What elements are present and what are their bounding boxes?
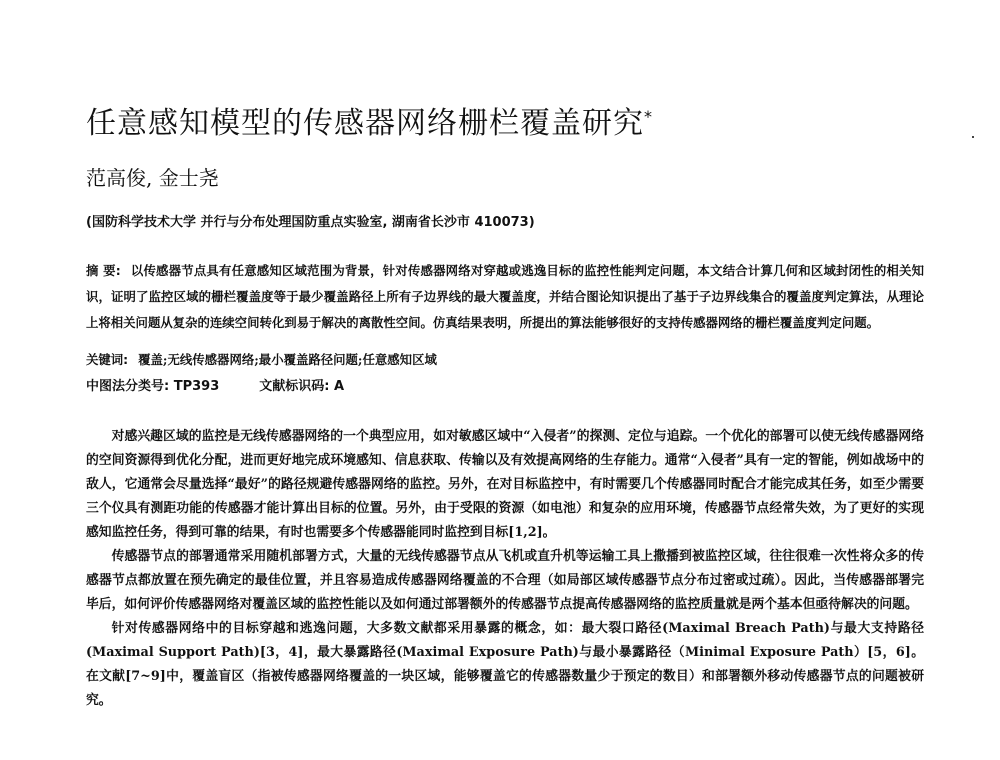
body-paragraph: 针对传感器网络中的目标穿越和逃逸问题，大多数文献都采用暴露的概念，如：最大裂口路径(Maximal Breach Path)与最大支持路径(Maximal Support Path)[3，4]，最大暴露路径(Maximal Exposure Path)与最小暴露路径（Minimal Exposure Path）[5，6]。在文献[7~9]中，覆盖盲区（指被传感器网络覆盖的一块区域，能够覆盖它的传感器数量少于预定的数目）和部署额外移动传感器节点的问题被研究。 — [86, 621, 924, 708]
keywords-label: 关键词: — [86, 352, 129, 367]
title-footnote-mark: * — [644, 107, 653, 126]
abstract-label: 摘 要: — [86, 263, 121, 278]
class-value: TP393 — [173, 379, 220, 394]
keywords-row — [86, 350, 437, 368]
paper-title — [86, 98, 946, 142]
body-paragraph: 传感器节点的部署通常采用随机部署方式，大量的无线传感器节点从飞机或直升机等运输工具上撒播到被监控区域，往往很难一次性将众多的传感器节点都放置在预先确定的最佳位置，并且容易造成传感器网络覆盖的不合理（如局部区域传感器节点分布过密或过疏）。因此，当传感器部署完毕后，如何评价传感器网络对覆盖区域的监控性能以及如何通过部署额外的传感器节点提高传感器网络的监控质量就是两个基本但亟待解决的问题。 — [86, 549, 924, 612]
abstract-text: 以传感器节点具有任意感知区域范围为背景，针对传感器网络对穿越或逃逸目标的监控性能判定问题，本文结合计算几何和区域封闭性的相关知识，证明了监控区域的栅栏覆盖度等于最少覆盖路径上所有子边界线的最大覆盖度，并结合图论知识提出了基于子边界线集合的覆盖度判定算法，从理论上将相关问题从复杂的连续空间转化到易于解决的离散性空间。仿真结果表明，所提出的算法能够很好的支持传感器网络的栅栏覆盖度判定问题。 — [86, 263, 924, 330]
paper-title-text: 任意感知模型的传感器网络栅栏覆盖研究 — [86, 106, 644, 141]
keywords-text: 覆盖;无线传感器网络;最小覆盖路径问题;任意感知区域 — [138, 352, 437, 367]
scan-speck — [972, 136, 974, 138]
paper-authors: 范高俊, 金士尧 — [86, 166, 219, 190]
body-paragraph: 对感兴趣区域的监控是无线传感器网络的一个典型应用，如对敏感区域中“入侵者”的探测、定位与追踪。一个优化的部署可以使无线传感器网络的空间资源得到优化分配，进而更好地完成环境感知、信息获取、传输以及有效提高网络的生存能力。通常“入侵者”具有一定的智能，例如战场中的敌人，它通常会尽量选择“最好”的路径规避传感器网络的监控。另外，在对目标监控中，有时需要几个传感器同时配合才能完成其任务，如至少需要三个仪具有测距功能的传感器才能计算出目标的位置。另外，由于受限的资源（如电池）和复杂的应用环境，传感器节点经常失效，为了更好的实现感知监控任务，得到可靠的结果，有时也需要多个传感器能同时监控到目标[1,2]。 — [86, 429, 924, 540]
body-text — [86, 425, 924, 713]
doc-code-label: 文献标识码: — [259, 379, 330, 394]
classification-row — [86, 375, 344, 394]
doc-code-value: A — [334, 379, 345, 394]
paper-affiliation: (国防科学技术大学 并行与分布处理国防重点实验室, 湖南省长沙市 410073) — [86, 215, 535, 230]
abstract-block — [86, 258, 924, 336]
class-label: 中图法分类号: — [86, 379, 170, 394]
